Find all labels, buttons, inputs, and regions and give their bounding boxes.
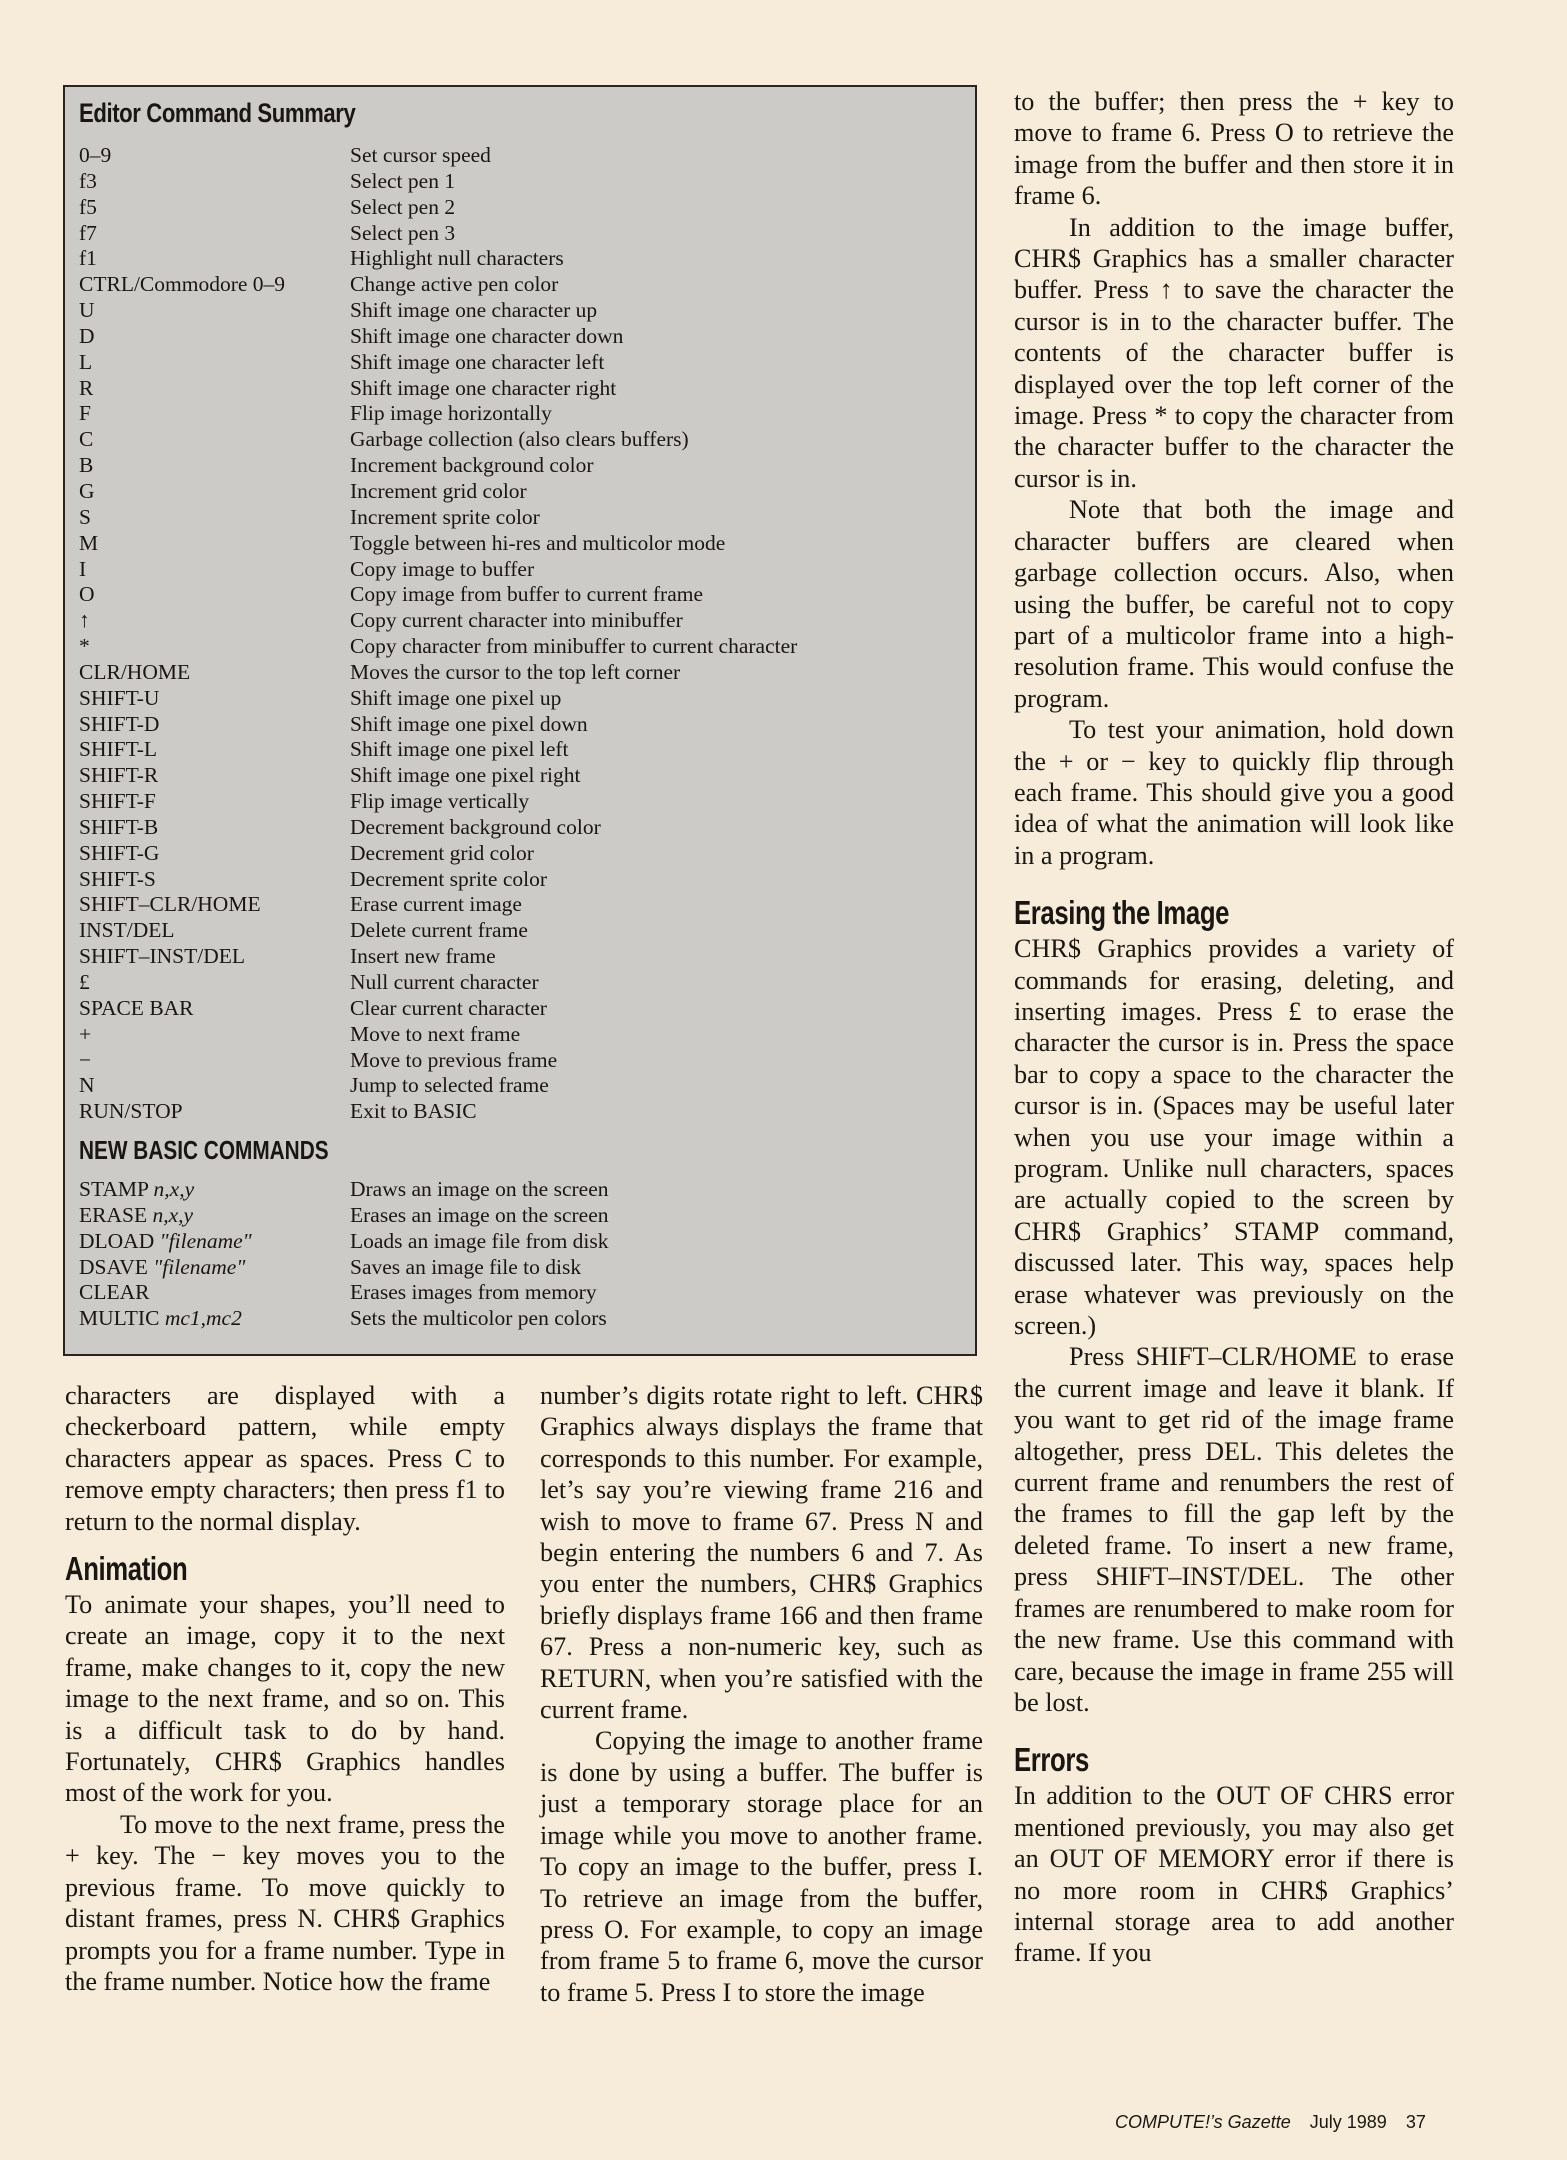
- command-description: Shift image one pixel right: [350, 763, 581, 788]
- command-row: [79, 324, 961, 350]
- basic-command-syntax: [79, 1229, 350, 1255]
- command-key: RUN/STOP: [79, 1099, 183, 1124]
- command-key: N: [79, 1073, 95, 1098]
- command-description: Decrement sprite color: [350, 866, 547, 891]
- basic-command-name: DSAVE: [79, 1254, 148, 1279]
- command-description: Highlight null characters: [350, 246, 564, 271]
- command-description: Exit to BASIC: [350, 1099, 477, 1124]
- command-key: SHIFT–CLR/HOME: [79, 892, 261, 917]
- command-description: Erase current image: [350, 892, 522, 917]
- command-key: SHIFT-B: [79, 814, 159, 839]
- command-row: [79, 892, 961, 918]
- command-description: Flip image horizontally: [350, 401, 552, 426]
- command-description: Flip image vertically: [350, 789, 530, 814]
- basic-command-syntax: [79, 1280, 350, 1306]
- command-description: Shift image one character down: [350, 323, 624, 348]
- basic-command-description: Erases images from memory: [350, 1280, 597, 1305]
- command-key: F: [79, 401, 91, 426]
- column-left: [65, 1380, 505, 1997]
- paragraph: To test your animation, hold down the + or − key to quickly flip through each frame. This should give you a good idea of what the animation will look like in a program.: [1014, 715, 1454, 870]
- command-description: Shift image one pixel down: [350, 711, 588, 736]
- summary-title: Editor Command Summary: [79, 98, 356, 128]
- command-key: CLR/HOME: [79, 659, 191, 684]
- paragraph: To animate your shapes, you’ll need to create an image, copy it to the next frame, make changes to it, copy the new image to the next frame, and so on. This is a difficult task to do by hand. Fortunately, CHR$ Graphics handles most of the work for you.: [65, 1590, 505, 1808]
- command-description: Null current character: [350, 970, 539, 994]
- basic-command-row: [79, 1306, 961, 1332]
- command-key: −: [79, 1047, 92, 1072]
- command-summary-box: [63, 85, 977, 1356]
- command-row: [79, 712, 961, 738]
- command-key: SHIFT-S: [79, 866, 156, 891]
- basic-command-description: Erases an image on the screen: [350, 1202, 609, 1227]
- command-description: Shift image one character left: [350, 349, 605, 374]
- paragraph: Copying the image to another frame is done by using a buffer. The buffer is just a temporary storage place for an image while you move to another frame. To copy an image to the buffer, press I. To retrieve an image from the buffer, press O. For example, to copy an image from frame 5 to frame 6, move the cursor to frame 5. Press I to store the image: [540, 1726, 983, 2007]
- command-row: [79, 376, 961, 402]
- basic-command-row: [79, 1255, 961, 1281]
- command-key: CTRL/Commodore 0–9: [79, 272, 286, 297]
- command-row: [79, 1073, 961, 1099]
- command-row: [79, 634, 961, 660]
- paragraph: CHR$ Graphics provides a variety of commands for erasing, deleting, and inserting images. Press £ to erase the character the cursor is in. Press the space bar to copy a space to the character the cursor is in. (Spaces may be useful later when you use your image within a program. Unlike null characters, spaces are actually copied to the screen by CHR$ Graphics’ STAMP command, discussed later. This way, spaces help erase whatever was previously on the screen.): [1014, 934, 1454, 1341]
- command-key: S: [79, 504, 91, 529]
- command-row: [79, 557, 961, 583]
- basic-command-args: n,x,y: [152, 1202, 194, 1227]
- command-key: SHIFT–INST/DEL: [79, 944, 246, 969]
- basic-command-row: [79, 1177, 961, 1203]
- command-row: [79, 582, 961, 608]
- command-key: 0–9: [79, 143, 112, 167]
- command-row: [79, 401, 961, 427]
- command-key: £: [79, 970, 90, 994]
- command-key: f1: [79, 246, 97, 271]
- basic-command-name: STAMP: [79, 1177, 149, 1202]
- command-table: [79, 143, 961, 1125]
- command-row: [79, 505, 961, 531]
- basic-command-row: [79, 1229, 961, 1255]
- command-description: Clear current character: [350, 995, 547, 1020]
- basic-command-syntax: [79, 1306, 350, 1332]
- basic-command-args: n,x,y: [153, 1177, 195, 1202]
- command-description: Move to previous frame: [350, 1047, 558, 1072]
- command-description: Select pen 3: [350, 220, 456, 245]
- command-key: R: [79, 375, 94, 400]
- command-row: [79, 841, 961, 867]
- command-row: [79, 350, 961, 376]
- command-key: +: [79, 1021, 92, 1046]
- command-key: SPACE BAR: [79, 995, 194, 1020]
- basic-command-args: "filename": [153, 1254, 246, 1279]
- command-row: [79, 1048, 961, 1074]
- command-description: Decrement grid color: [350, 840, 534, 865]
- command-row: [79, 789, 961, 815]
- basic-command-name: DLOAD: [79, 1228, 155, 1253]
- command-description: Shift image one character up: [350, 298, 598, 323]
- command-key: f3: [79, 168, 97, 193]
- command-description: Shift image one pixel left: [350, 737, 569, 762]
- command-row: [79, 453, 961, 479]
- command-description: Jump to selected frame: [350, 1073, 549, 1098]
- command-key: D: [79, 323, 95, 348]
- paragraph: characters are displayed with a checkerboard pattern, while empty characters appear as spaces. Press C to remove empty characters; then press f1 to return to the normal display.: [65, 1381, 505, 1536]
- command-description: Moves the cursor to the top left corner: [350, 659, 681, 684]
- basic-command-description: Sets the multicolor pen colors: [350, 1306, 607, 1331]
- command-description: Increment grid color: [350, 478, 527, 503]
- basic-command-syntax: [79, 1177, 350, 1203]
- command-key: SHIFT-R: [79, 763, 159, 788]
- command-description: Shift image one character right: [350, 375, 617, 400]
- paragraph: number’s digits rotate right to left. CHR$ Graphics always displays the frame that corresponds to this number. For example, let’s say you’re viewing frame 216 and wish to move to frame 67. Press N and begin entering the numbers 6 and 7. As you enter the numbers, CHR$ Graphics briefly displays frame 166 and then frame 67. Press a non-numeric key, such as RETURN, when you’re satisfied with the current frame.: [540, 1381, 983, 1725]
- basic-command-syntax: [79, 1203, 350, 1229]
- command-row: [79, 246, 961, 272]
- command-key: ↑: [79, 608, 90, 633]
- paragraph: To move to the next frame, press the + key. The − key moves you to the previous frame. To move quickly to distant frames, press N. CHR$ Graphics prompts you for a frame number. Type in the frame number. Notice how the frame: [65, 1809, 505, 1996]
- paragraph: to the buffer; then press the + key to move to frame 6. Press O to retrieve the image from the buffer and then store it in frame 6.: [1014, 87, 1454, 211]
- command-row: [79, 195, 961, 221]
- basic-command-name: ERASE: [79, 1202, 148, 1227]
- footer-page-number: 37: [1405, 2112, 1426, 2132]
- basic-command-description: Draws an image on the screen: [350, 1177, 609, 1202]
- command-key: L: [79, 349, 93, 374]
- command-row: [79, 272, 961, 298]
- command-key: G: [79, 478, 95, 503]
- paragraph: Press SHIFT–CLR/HOME to erase the current image and leave it blank. If you want to get rid of the image frame altogether, press DEL. This deletes the current frame and renumbers the rest of the frames to fill the gap left by the deleted frame. To insert a new frame, press SHIFT–INST/DEL. The other frames are renumbered to make room for the new frame. Use this command with care, because the image in frame 255 will be lost.: [1014, 1342, 1454, 1717]
- command-description: Select pen 1: [350, 168, 456, 193]
- command-description: Copy character from minibuffer to current character: [350, 634, 798, 659]
- basic-command-row: [79, 1280, 961, 1306]
- command-row: [79, 996, 961, 1022]
- command-row: [79, 427, 961, 453]
- command-key: O: [79, 582, 95, 607]
- command-row: [79, 1022, 961, 1048]
- command-row: [79, 169, 961, 195]
- basic-command-name: MULTIC: [79, 1306, 160, 1331]
- command-row: [79, 143, 961, 169]
- command-description: Delete current frame: [350, 918, 528, 943]
- command-description: Insert new frame: [350, 944, 496, 969]
- command-row: [79, 815, 961, 841]
- command-row: [79, 608, 961, 634]
- command-description: Set cursor speed: [350, 143, 491, 167]
- section-heading-erasing: Erasing the Image: [1014, 894, 1230, 932]
- column-middle: [540, 1380, 983, 2008]
- command-row: [79, 531, 961, 557]
- command-row: [79, 221, 961, 247]
- command-key: SHIFT-L: [79, 737, 158, 762]
- command-description: Select pen 2: [350, 194, 456, 219]
- command-description: Toggle between hi-res and multicolor mode: [350, 530, 726, 555]
- basic-command-args: "filename": [159, 1228, 252, 1253]
- paragraph: In addition to the image buffer, CHR$ Graphics has a smaller character buffer. Press ↑ to save the character the cursor is in to the character buffer. The contents of the character buffer is displayed over the top left corner of the image. Press * to copy the character from the character buffer to the character the cursor is in.: [1014, 212, 1454, 493]
- command-description: Shift image one pixel up: [350, 685, 562, 710]
- section-heading-errors: Errors: [1014, 1741, 1089, 1779]
- command-description: Increment sprite color: [350, 504, 540, 529]
- command-key: SHIFT-U: [79, 685, 160, 710]
- paragraph: Note that both the image and character buffers are cleared when garbage collection occurs. Also, when using the buffer, be careful not to copy part of a multicolor frame into a high-resolution frame. This would confuse the program.: [1014, 495, 1454, 713]
- footer-issue: July 1989: [1309, 2112, 1387, 2132]
- command-row: [79, 944, 961, 970]
- command-row: [79, 660, 961, 686]
- basic-command-row: [79, 1203, 961, 1229]
- command-description: Copy current character into minibuffer: [350, 608, 683, 633]
- command-key: INST/DEL: [79, 918, 175, 943]
- command-row: [79, 479, 961, 505]
- command-key: *: [79, 634, 90, 659]
- command-key: SHIFT-G: [79, 840, 160, 865]
- section-heading-animation: Animation: [65, 1550, 188, 1588]
- basic-command-name: CLEAR: [79, 1280, 150, 1305]
- command-row: [79, 763, 961, 789]
- command-row: [79, 298, 961, 324]
- command-key: U: [79, 298, 95, 323]
- command-key: B: [79, 453, 94, 478]
- command-description: Copy image from buffer to current frame: [350, 582, 704, 607]
- command-row: [79, 686, 961, 712]
- command-row: [79, 1099, 961, 1125]
- basic-command-args: mc1,mc2: [164, 1306, 242, 1331]
- basic-command-description: Loads an image file from disk: [350, 1228, 609, 1253]
- basic-command-description: Saves an image file to disk: [350, 1254, 582, 1279]
- paragraph: In addition to the OUT OF CHRS error mentioned previously, you may also get an OUT OF MEMORY error if there is no more room in CHR$ Graphics’ internal storage area to add another frame. If you: [1014, 1781, 1454, 1968]
- page-footer: [1115, 2112, 1440, 2133]
- column-right: [1014, 86, 1454, 1969]
- command-key: f5: [79, 194, 97, 219]
- command-key: I: [79, 556, 87, 581]
- command-row: [79, 918, 961, 944]
- command-key: C: [79, 427, 94, 452]
- basic-command-syntax: [79, 1255, 350, 1281]
- command-description: Move to next frame: [350, 1021, 521, 1046]
- command-key: SHIFT-F: [79, 789, 156, 814]
- command-row: [79, 867, 961, 893]
- command-description: Garbage collection (also clears buffers): [350, 427, 689, 452]
- basic-command-table: [79, 1177, 961, 1332]
- footer-publication: COMPUTE!’s Gazette: [1115, 2112, 1291, 2132]
- command-description: Decrement background color: [350, 814, 601, 839]
- command-key: SHIFT-D: [79, 711, 160, 736]
- basic-commands-title: NEW BASIC COMMANDS: [79, 1135, 329, 1166]
- command-key: M: [79, 530, 99, 555]
- command-description: Copy image to buffer: [350, 556, 535, 581]
- command-row: [79, 970, 961, 996]
- command-description: Increment background color: [350, 453, 594, 478]
- command-row: [79, 737, 961, 763]
- command-description: Change active pen color: [350, 272, 559, 297]
- command-key: f7: [79, 220, 97, 245]
